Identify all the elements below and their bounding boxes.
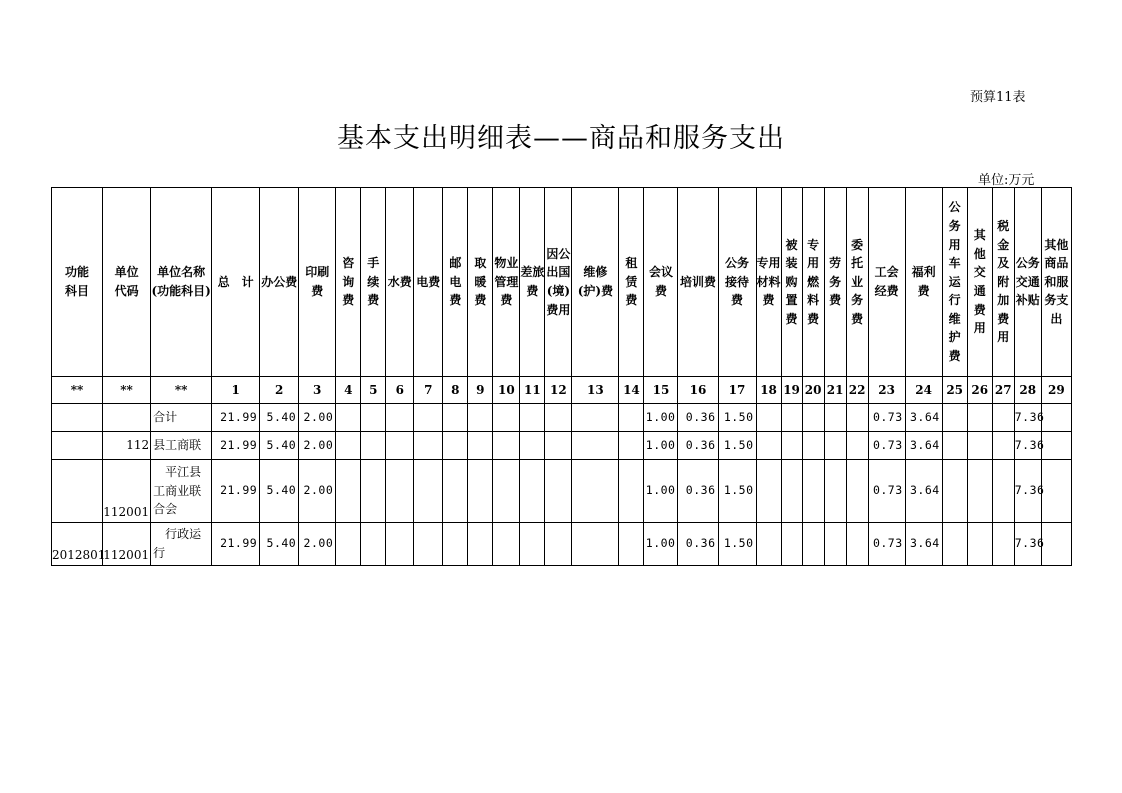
header-row: [52, 188, 1072, 377]
amount-cell: [619, 404, 644, 432]
amount-cell: [443, 404, 468, 432]
column-number: 25: [942, 377, 967, 404]
column-number: 20: [802, 377, 824, 404]
column-header: 工会 经费: [868, 188, 905, 377]
amount-cell: [386, 460, 414, 523]
amount-cell: 5.40: [260, 460, 299, 523]
column-number: 10: [493, 377, 520, 404]
amount-cell: 0.36: [678, 523, 718, 566]
amount-cell: 0.36: [678, 432, 718, 460]
amount-cell: 5.40: [260, 432, 299, 460]
amount-cell: 7.36: [1014, 404, 1041, 432]
unit-code-cell: 112: [103, 432, 151, 460]
amount-cell: [802, 404, 824, 432]
amount-cell: [468, 432, 493, 460]
amount-cell: 21.99: [212, 460, 260, 523]
function-code-cell: [52, 432, 103, 460]
amount-cell: [545, 432, 572, 460]
amount-cell: [545, 523, 572, 566]
table-number: 预算11表: [970, 90, 1026, 105]
column-number: 2: [260, 377, 299, 404]
column-header: 手 续 费: [361, 188, 386, 377]
unit-code-cell: 112001: [103, 460, 151, 523]
amount-cell: [802, 523, 824, 566]
column-number: 26: [967, 377, 992, 404]
amount-cell: [992, 523, 1014, 566]
column-number: 22: [846, 377, 868, 404]
amount-cell: [992, 404, 1014, 432]
amount-cell: [967, 460, 992, 523]
amount-cell: [443, 460, 468, 523]
amount-cell: [781, 432, 802, 460]
amount-cell: [781, 523, 802, 566]
amount-cell: [967, 404, 992, 432]
amount-cell: 7.36: [1014, 460, 1041, 523]
amount-cell: [493, 523, 520, 566]
column-header: 办公费: [260, 188, 299, 377]
amount-cell: 1.50: [718, 404, 756, 432]
amount-cell: [1041, 404, 1071, 432]
amount-cell: [468, 460, 493, 523]
column-header: 公 务 用 车 运 行 维 护 费: [942, 188, 967, 377]
amount-cell: [493, 404, 520, 432]
column-header: 其他 商品 和服 务支 出: [1041, 188, 1071, 377]
column-header: 取 暖 费: [468, 188, 493, 377]
amount-cell: 7.36: [1014, 523, 1041, 566]
amount-cell: [942, 404, 967, 432]
amount-cell: 1.50: [718, 523, 756, 566]
column-number: 12: [545, 377, 572, 404]
column-number: 1: [212, 377, 260, 404]
amount-cell: 3.64: [905, 404, 942, 432]
column-header: 单位 代码: [103, 188, 151, 377]
column-number: 6: [386, 377, 414, 404]
column-number: 14: [619, 377, 644, 404]
amount-cell: [756, 460, 781, 523]
column-header: 水费: [386, 188, 414, 377]
column-header: 总 计: [212, 188, 260, 377]
amount-cell: [846, 460, 868, 523]
amount-cell: [942, 523, 967, 566]
column-number: 29: [1041, 377, 1071, 404]
function-code-cell: [52, 460, 103, 523]
column-number: 18: [756, 377, 781, 404]
function-code-cell: [52, 404, 103, 432]
column-header: 公务 交通补贴: [1014, 188, 1041, 377]
amount-cell: 0.73: [868, 404, 905, 432]
column-number: 23: [868, 377, 905, 404]
amount-cell: [520, 432, 545, 460]
amount-cell: [336, 432, 361, 460]
page-title: 基本支出明细表——商品和服务支出: [337, 123, 785, 154]
unit-name-cell: 县工商联: [151, 432, 212, 460]
amount-cell: 21.99: [212, 404, 260, 432]
amount-cell: [1041, 432, 1071, 460]
amount-cell: [386, 432, 414, 460]
column-header: 因公 出国 (境) 费用: [545, 188, 572, 377]
amount-cell: [572, 404, 619, 432]
amount-cell: [781, 460, 802, 523]
amount-cell: 7.36: [1014, 432, 1041, 460]
column-header: 税 金 及 附 加 费 用: [992, 188, 1014, 377]
column-number: 4: [336, 377, 361, 404]
amount-cell: 0.73: [868, 523, 905, 566]
amount-cell: [846, 404, 868, 432]
amount-cell: [802, 432, 824, 460]
column-header: 培训费: [678, 188, 718, 377]
column-number: 8: [443, 377, 468, 404]
amount-cell: [572, 432, 619, 460]
amount-cell: [520, 523, 545, 566]
unit-code-cell: [103, 404, 151, 432]
column-number: 19: [781, 377, 802, 404]
column-header: 邮 电 费: [443, 188, 468, 377]
amount-cell: [992, 432, 1014, 460]
amount-cell: 1.00: [644, 460, 678, 523]
amount-cell: 1.00: [644, 523, 678, 566]
column-number: 3: [299, 377, 336, 404]
column-number: **: [52, 377, 103, 404]
column-header: 物业 管理 费: [493, 188, 520, 377]
amount-cell: [619, 523, 644, 566]
column-header: 电费: [414, 188, 443, 377]
column-number: **: [151, 377, 212, 404]
amount-cell: [756, 432, 781, 460]
column-header: 委 托 业 务 费: [846, 188, 868, 377]
unit-name-cell: 行政运行: [151, 523, 212, 566]
amount-cell: [846, 432, 868, 460]
amount-cell: [967, 523, 992, 566]
amount-cell: 1.00: [644, 404, 678, 432]
column-number: 27: [992, 377, 1014, 404]
amount-cell: [414, 460, 443, 523]
amount-cell: 3.64: [905, 460, 942, 523]
amount-cell: [468, 404, 493, 432]
column-header: 专用 材料 费: [756, 188, 781, 377]
amount-cell: [493, 432, 520, 460]
amount-cell: [942, 432, 967, 460]
amount-cell: [361, 432, 386, 460]
amount-cell: [414, 432, 443, 460]
amount-cell: 2.00: [299, 460, 336, 523]
amount-cell: [336, 460, 361, 523]
column-number: 24: [905, 377, 942, 404]
table-row: [52, 404, 1072, 432]
column-number: 16: [678, 377, 718, 404]
amount-cell: [619, 432, 644, 460]
column-header: 其 他 交 通 费 用: [967, 188, 992, 377]
amount-cell: [1041, 460, 1071, 523]
amount-cell: 0.36: [678, 460, 718, 523]
amount-cell: [386, 523, 414, 566]
amount-cell: [414, 523, 443, 566]
amount-cell: 1.50: [718, 432, 756, 460]
column-header: 功能 科目: [52, 188, 103, 377]
amount-cell: [824, 460, 846, 523]
column-header: 印刷 费: [299, 188, 336, 377]
column-number: 28: [1014, 377, 1041, 404]
column-header: 租 赁 费: [619, 188, 644, 377]
unit-label: 单位:万元: [978, 173, 1035, 188]
amount-cell: [386, 404, 414, 432]
amount-cell: [468, 523, 493, 566]
column-header: 会议 费: [644, 188, 678, 377]
amount-cell: [414, 404, 443, 432]
column-number: 15: [644, 377, 678, 404]
amount-cell: 2.00: [299, 523, 336, 566]
amount-cell: [520, 460, 545, 523]
column-number: 7: [414, 377, 443, 404]
amount-cell: [336, 404, 361, 432]
table-row: [52, 432, 1072, 460]
amount-cell: [942, 460, 967, 523]
column-number: 21: [824, 377, 846, 404]
amount-cell: [781, 404, 802, 432]
amount-cell: [336, 523, 361, 566]
amount-cell: 21.99: [212, 432, 260, 460]
unit-name-cell: 合计: [151, 404, 212, 432]
amount-cell: [619, 460, 644, 523]
amount-cell: 3.64: [905, 523, 942, 566]
budget-detail-table: [51, 187, 1072, 566]
amount-cell: 5.40: [260, 404, 299, 432]
column-number: 13: [572, 377, 619, 404]
unit-name-cell: 平江县工商业联合会: [151, 460, 212, 523]
amount-cell: [824, 404, 846, 432]
amount-cell: 3.64: [905, 432, 942, 460]
function-code-cell: 2012801: [52, 523, 103, 566]
amount-cell: [846, 523, 868, 566]
amount-cell: 2.00: [299, 432, 336, 460]
amount-cell: 1.50: [718, 460, 756, 523]
amount-cell: 0.73: [868, 432, 905, 460]
amount-cell: [443, 523, 468, 566]
column-number: 17: [718, 377, 756, 404]
amount-cell: [361, 523, 386, 566]
amount-cell: [967, 432, 992, 460]
amount-cell: 2.00: [299, 404, 336, 432]
column-header: 咨 询 费: [336, 188, 361, 377]
amount-cell: [824, 432, 846, 460]
amount-cell: 5.40: [260, 523, 299, 566]
column-number: **: [103, 377, 151, 404]
amount-cell: [756, 404, 781, 432]
column-number: 9: [468, 377, 493, 404]
column-header: 专 用 燃 料 费: [802, 188, 824, 377]
column-header: 福利 费: [905, 188, 942, 377]
amount-cell: [361, 404, 386, 432]
column-number-row: [52, 377, 1072, 404]
column-number: 5: [361, 377, 386, 404]
amount-cell: [520, 404, 545, 432]
amount-cell: 1.00: [644, 432, 678, 460]
unit-code-cell: 112001: [103, 523, 151, 566]
amount-cell: [361, 460, 386, 523]
column-header: 单位名称 (功能科目): [151, 188, 212, 377]
column-header: 差旅 费: [520, 188, 545, 377]
amount-cell: 21.99: [212, 523, 260, 566]
amount-cell: [1041, 523, 1071, 566]
table-row: [52, 460, 1072, 523]
column-header: 劳 务 费: [824, 188, 846, 377]
amount-cell: [572, 523, 619, 566]
amount-cell: [443, 432, 468, 460]
column-header: 被 装 购 置 费: [781, 188, 802, 377]
column-number: 11: [520, 377, 545, 404]
table-row: [52, 523, 1072, 566]
column-header: 公务 接待 费: [718, 188, 756, 377]
amount-cell: [572, 460, 619, 523]
amount-cell: 0.73: [868, 460, 905, 523]
amount-cell: [756, 523, 781, 566]
amount-cell: [545, 404, 572, 432]
amount-cell: 0.36: [678, 404, 718, 432]
amount-cell: [545, 460, 572, 523]
amount-cell: [824, 523, 846, 566]
amount-cell: [802, 460, 824, 523]
amount-cell: [493, 460, 520, 523]
column-header: 维修 (护)费: [572, 188, 619, 377]
amount-cell: [992, 460, 1014, 523]
